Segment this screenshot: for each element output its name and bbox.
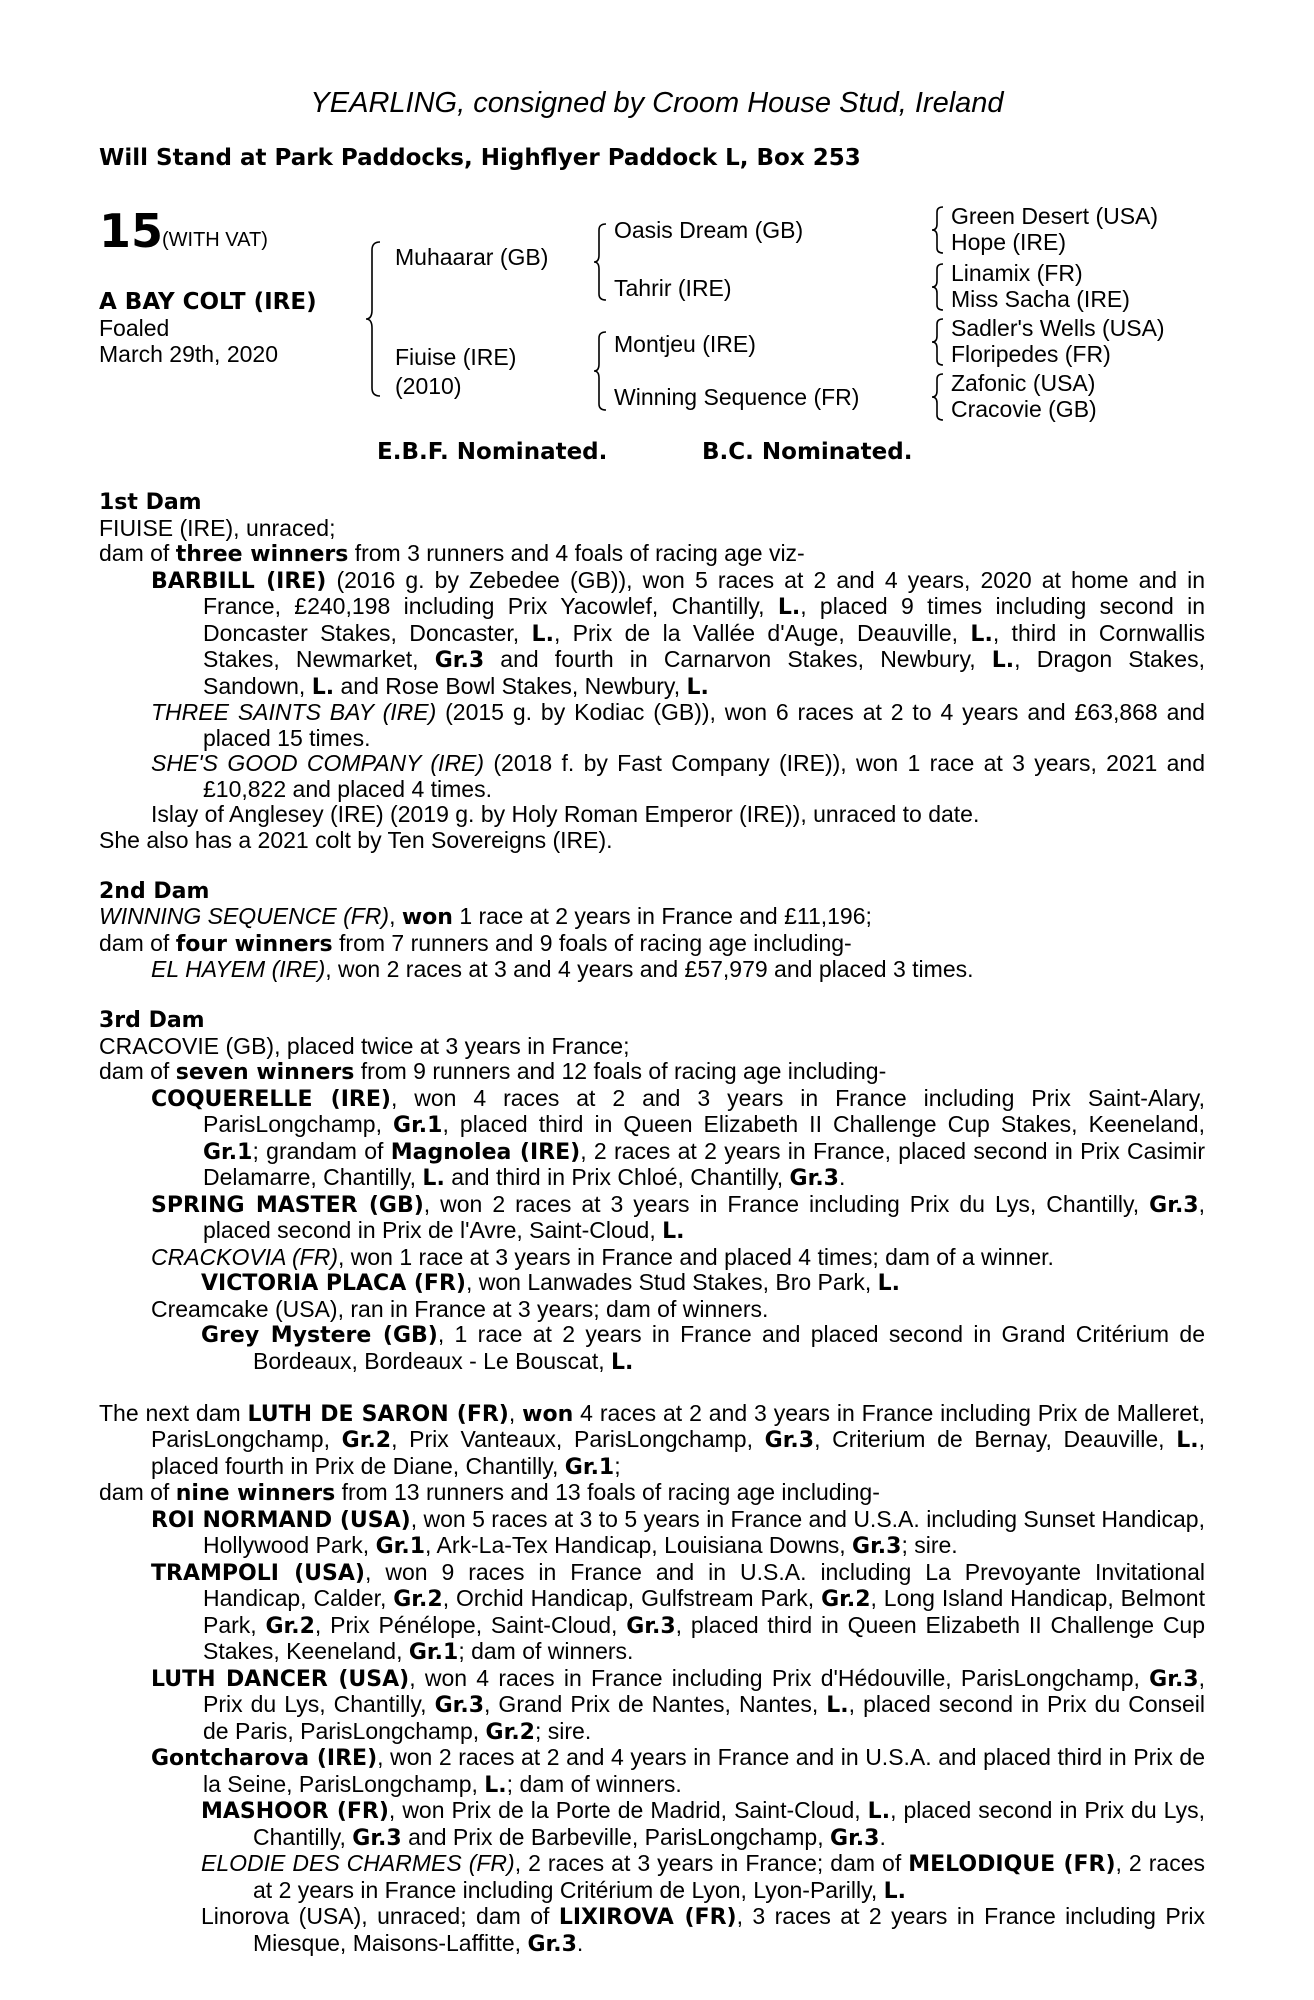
produce-entry-crackovia: CRACKOVIA (FR), won 1 race at 3 years in France and placed 4 times; dam of a winner. <box>151 1243 1054 1270</box>
third-dam-line: CRACOVIE (GB), placed twice at 3 years in France; <box>99 1032 630 1059</box>
produce-entry-roi-normand: ROI NORMAND (USA), won 5 races at 3 to 5 years in France and U.S.A. including Sunset Handicap, Hollywood Park, Gr.1, Ark-La-Tex Handicap, Louisiana Downs, Gr.3; sire. <box>151 1505 1205 1559</box>
produce-entry-islay: Islay of Anglesey (IRE) (2019 g. by Holy Roman Emperor (IRE)), unraced to date. <box>151 801 980 827</box>
pedigree-brace-ss <box>930 205 946 255</box>
produce-note-2021-colt: She also has a 2021 colt by Ten Sovereigns (IRE). <box>99 826 613 853</box>
pedigree-dam-dam: Winning Sequence (FR) <box>614 384 860 410</box>
pedigree-sds: Linamix (FR) <box>951 260 1083 286</box>
produce-entry-coquerelle: COQUERELLE (IRE), won 4 races at 2 and 3 years in France including Prix Saint-Alary, ParisLongchamp, Gr.1, placed third in Queen Elizabeth II Challenge Cup Stakes, Keeneland, Gr.1; grandam of Magnolea (IRE), 2 races at 2 years in France, placed second in Prix Casimir Delamarre, Chantilly, L. and third in Prix Chloé, Chantilly, Gr.3. <box>151 1084 1205 1191</box>
next-dam-paragraph: The next dam LUTH DE SARON (FR), won 4 races at 2 and 3 years in France including Prix de Malleret, ParisLongchamp, Gr.2, Prix Vanteaux, ParisLongchamp, Gr.3, Criterium de Bernay, Deauville, L., placed fourth in Prix de Diane, Chantilly, Gr.1; <box>99 1399 1205 1480</box>
produce-entry-elodie-des-charmes: ELODIE DES CHARMES (FR), 2 races at 3 years in France; dam of MELODIQUE (FR), 2 races at 2 years in France including Critérium de Lyon, Lyon-Parilly, L. <box>201 1850 1205 1904</box>
pedigree-brace-main <box>364 240 384 398</box>
pedigree-dss: Sadler's Wells (USA) <box>951 315 1165 341</box>
foaled-date: March 29th, 2020 <box>99 341 279 367</box>
pedigree-dam-year: (2010) <box>395 373 462 399</box>
pedigree-ssd: Hope (IRE) <box>951 229 1067 255</box>
pedigree-dam-sire: Montjeu (IRE) <box>614 331 756 357</box>
produce-entry-luth-dancer: LUTH DANCER (USA), won 4 races in France including Prix d'Hédouville, ParisLongchamp, Gr.3, Prix du Lys, Chantilly, Gr.3, Grand Prix de Nantes, Nantes, L., placed second in Prix du Conseil de Paris, ParisLongchamp, Gr.2; sire. <box>151 1664 1205 1745</box>
pedigree-ddd: Cracovie (GB) <box>951 396 1097 422</box>
foaled-label: Foaled <box>99 315 170 341</box>
second-dam-line: WINNING SEQUENCE (FR), won 1 race at 2 years in France and £11,196; <box>99 903 872 930</box>
catalogue-body <box>99 490 1205 1957</box>
produce-entry-shes-good-company: SHE'S GOOD COMPANY (IRE) (2018 f. by Fast Company (IRE)), won 1 race at 3 years, 2021 and £10,822 and placed 4 times. <box>151 750 1205 802</box>
third-dam-produce-line: dam of seven winners from 9 runners and 12 foals of racing age including- <box>99 1058 887 1085</box>
first-dam-line: FIUISE (IRE), unraced; <box>99 514 336 541</box>
bc-nomination: B.C. Nominated. <box>702 439 913 465</box>
pedigree-sire-dam: Tahrir (IRE) <box>614 275 732 301</box>
produce-entry-three-saints-bay: THREE SAINTS BAY (IRE) (2015 g. by Kodiac (GB)), won 6 races at 2 to 4 years and £63,868 and placed 15 times. <box>151 699 1205 751</box>
pedigree-brace-sd <box>930 262 946 312</box>
produce-entry-spring-master: SPRING MASTER (GB), won 2 races at 3 years in France including Prix du Lys, Chantilly, Gr.3, placed second in Prix de l'Avre, Saint-Cloud, L. <box>151 1190 1205 1244</box>
pedigree-brace-sire <box>592 222 610 302</box>
first-dam-produce-line: dam of three winners from 3 runners and 4 foals of racing age viz- <box>99 540 805 567</box>
page-title: YEARLING, consigned by Croom House Stud, Ireland <box>310 87 1004 119</box>
pedigree-brace-ds <box>930 317 946 367</box>
produce-entry-linorova: Linorova (USA), unraced; dam of LIXIROVA (FR), 3 races at 2 years in France including Prix Miesque, Maisons-Laffitte, Gr.3. <box>201 1903 1205 1957</box>
pedigree-sss: Green Desert (USA) <box>951 203 1159 229</box>
produce-entry-victoria-placa: VICTORIA PLACA (FR), won Lanwades Stud Stakes, Bro Park, L. <box>201 1269 901 1296</box>
ebf-nomination: E.B.F. Nominated. <box>377 439 608 465</box>
produce-entry-grey-mystere: Grey Mystere (GB), 1 race at 2 years in France and placed second in Grand Critérium de Bordeaux, Bordeaux - Le Bouscat, L. <box>201 1321 1205 1375</box>
second-dam-heading: 2nd Dam <box>99 878 210 904</box>
produce-entry-gontcharova: Gontcharova (IRE), won 2 races at 2 and 4 years in France and in U.S.A. and placed third in Prix de la Seine, ParisLongchamp, L.; dam of winners. <box>151 1744 1205 1798</box>
pedigree-sdd: Miss Sacha (IRE) <box>951 286 1130 312</box>
pedigree-sire-sire: Oasis Dream (GB) <box>614 217 804 243</box>
produce-entry-mashoor: MASHOOR (FR), won Prix de la Porte de Madrid, Saint-Cloud, L., placed second in Prix du Lys, Chantilly, Gr.3 and Prix de Barbeville, ParisLongchamp, Gr.3. <box>201 1797 1205 1851</box>
pedigree-dam: Fiuise (IRE) <box>395 344 517 370</box>
pedigree-brace-dam <box>592 330 610 412</box>
pedigree-dsd: Floripedes (FR) <box>951 341 1111 367</box>
next-dam-produce-line: dam of nine winners from 13 runners and 13 foals of racing age including- <box>99 1479 880 1506</box>
lot-number: 15 <box>99 204 164 258</box>
pedigree-sire: Muhaarar (GB) <box>395 244 549 270</box>
stand-location: Will Stand at Park Paddocks, Highflyer Paddock L, Box 253 <box>99 145 861 171</box>
pedigree-brace-dd <box>930 372 946 422</box>
produce-entry-barbill: BARBILL (IRE) (2016 g. by Zebedee (GB)), won 5 races at 2 and 4 years, 2020 at home and in France, £240,198 including Prix Yacowlef, Chantilly, L., placed 9 times including second in Doncaster Stakes, Doncaster, L., Prix de la Vallée d'Auge, Deauville, L., third in Cornwallis Stakes, Newmarket, Gr.3 and fourth in Carnarvon Stakes, Newbury, L., Dragon Stakes, Sandown, L. and Rose Bowl Stakes, Newbury, L. <box>151 566 1205 700</box>
first-dam-heading: 1st Dam <box>99 490 202 515</box>
third-dam-heading: 3rd Dam <box>99 1008 205 1033</box>
vat-note: (WITH VAT) <box>162 229 268 251</box>
produce-entry-trampoli: TRAMPOLI (USA), won 9 races in France and in U.S.A. including La Prevoyante Invitational Handicap, Calder, Gr.2, Orchid Handicap, Gulfstream Park, Gr.2, Long Island Handicap, Belmont Park, Gr.2, Prix Pénélope, Saint-Cloud, Gr.3, placed third in Queen Elizabeth II Challenge Cup Stakes, Keeneland, Gr.1; dam of winners. <box>151 1558 1206 1665</box>
second-dam-produce-line: dam of four winners from 7 runners and 9 foals of racing age including- <box>99 929 852 957</box>
produce-entry-el-hayem: EL HAYEM (IRE), won 2 races at 3 and 4 years and £57,979 and placed 3 times. <box>151 956 974 982</box>
produce-entry-creamcake: Creamcake (USA), ran in France at 3 years; dam of winners. <box>151 1295 769 1322</box>
lot-name: A BAY COLT (IRE) <box>99 289 317 315</box>
pedigree-dds: Zafonic (USA) <box>951 370 1096 396</box>
